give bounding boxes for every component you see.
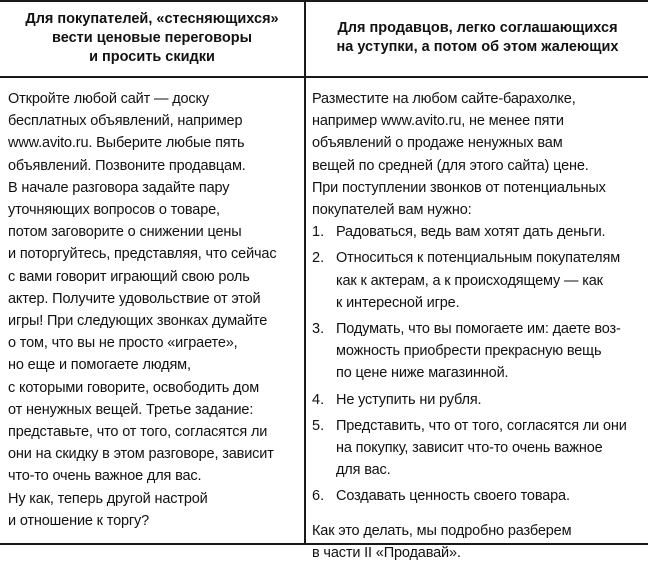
step-number: 1. [312, 224, 325, 241]
right-outro [312, 520, 642, 564]
left-header-line: Для покупателей, «стесняющихся» [25, 10, 279, 27]
step-item [312, 415, 642, 482]
step-number: 3. [312, 321, 325, 338]
step-text-line: к интересной игре. [336, 294, 460, 311]
text-line: что-то очень важное для вас. [8, 468, 202, 485]
step-text-line: Подумать, что вы помогаете им: даете воз- [336, 321, 621, 338]
left-header-line: вести ценовые переговоры [52, 29, 252, 46]
text-line: В начале разговора задайте пару [8, 179, 230, 196]
step-text-line: как к актерам, а к происходящему — как [336, 272, 603, 289]
text-line: потом заговорите о снижении цены [8, 224, 242, 241]
text-line: Откройте любой сайт — доску [8, 91, 209, 107]
right-column-header [307, 2, 648, 74]
step-number: 4. [312, 391, 325, 408]
text-line: о том, что вы не просто «играете», [8, 335, 238, 352]
step-text-line: Радоваться, ведь вам хотят дать деньги. [336, 224, 606, 241]
step-number: 2. [312, 250, 325, 267]
text-line: с которыми говорите, освободить дом [8, 379, 260, 396]
text-line: игры! При следующих звонках думайте [8, 313, 268, 330]
text-line: объявлений. Позвоните продавцам. [8, 157, 246, 174]
text-line: и отношение к торгу? [8, 512, 150, 529]
text-line: вещей по средней (для этого сайта) цене. [312, 157, 589, 174]
step-item [312, 247, 642, 314]
right-header-line: на уступки, а потом об этом жалеющих [336, 39, 619, 55]
text-line: Ну как, теперь другой настрой [8, 490, 208, 507]
text-line: Как это делать, мы подробно разберем [312, 522, 572, 539]
step-number: 5. [312, 417, 325, 434]
text-line: бесплатных объявлений, например [8, 113, 243, 130]
right-column-body [312, 88, 642, 564]
right-intro [312, 88, 642, 221]
left-column-body [8, 88, 300, 532]
step-text-line: Создавать ценность своего товара. [336, 488, 570, 505]
step-text-line: можность приобрести прекрасную вещь [336, 343, 602, 360]
text-line: они на скидку в этом разговоре, зависит [8, 446, 274, 463]
text-line: объявлений о продаже ненужных вам [312, 135, 563, 152]
steps-list [312, 221, 642, 507]
column-divider [304, 0, 306, 545]
step-text-line: Относиться к потенциальным покупателям [336, 250, 621, 267]
step-item [312, 221, 642, 243]
text-line: Разместите на любом сайте-барахолке, [312, 91, 576, 107]
left-header-line: и просить скидки [89, 48, 215, 65]
step-text-line: для вас. [336, 462, 391, 479]
step-text-line: Не уступить ни рубля. [336, 391, 482, 408]
text-line: от ненужных вещей. Третье задание: [8, 401, 254, 418]
text-line: www.avito.ru. Выберите любые пять [8, 135, 245, 152]
step-item [312, 485, 642, 507]
text-line: например www.avito.ru, не менее пяти [312, 113, 564, 130]
text-line: уточняющих вопросов о товаре, [8, 202, 220, 219]
left-column-header [0, 2, 304, 74]
text-line: с вами говорит играющий свою роль [8, 268, 250, 285]
text-line: актер. Получите удовольствие от этой [8, 290, 261, 307]
right-header-line: Для продавцов, легко соглашающихся [337, 20, 618, 36]
text-line: в части II «Продавай». [312, 544, 461, 561]
step-item [312, 318, 642, 385]
text-line: представьте, что от того, согласятся ли [8, 424, 268, 441]
step-item [312, 389, 642, 411]
step-number: 6. [312, 488, 325, 505]
text-line: но еще и помогаете людям, [8, 357, 191, 374]
step-text-line: на покупку, зависит что-то очень важное [336, 440, 603, 457]
text-line: При поступлении звонков от потенциальных [312, 179, 606, 196]
step-text-line: Представить, что от того, согласятся ли они [336, 417, 627, 434]
text-line: покупателей вам нужно: [312, 202, 472, 219]
step-text-line: по цене ниже магазинной. [336, 365, 509, 382]
header-divider [0, 76, 648, 78]
text-line: и поторгуйтесь, представляя, что сейчас [8, 246, 277, 263]
